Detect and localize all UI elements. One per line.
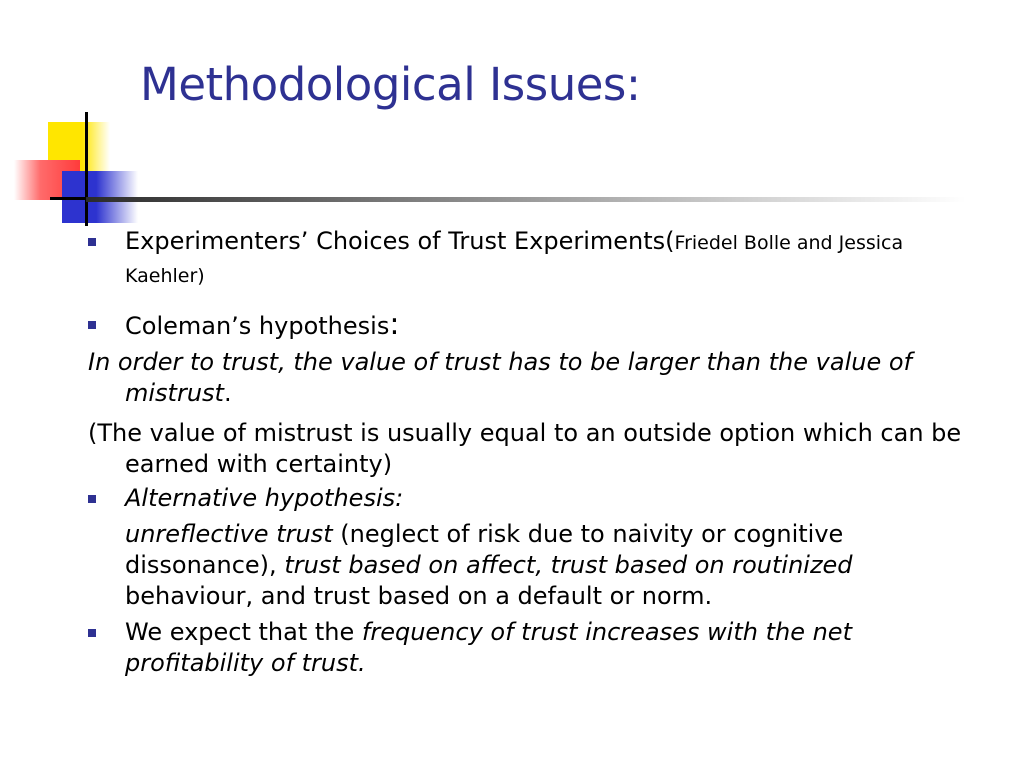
slide-logo [0, 0, 160, 240]
bullet-colemans-hypothesis [88, 309, 968, 342]
neglect-text: (neglect of risk due to naivity or cognitive dissonance), [125, 520, 844, 579]
title-divider [86, 197, 966, 202]
bullet-text: Experimenters’ Choices of Trust Experiments( [125, 227, 675, 255]
bullet-alternative-hypothesis [88, 483, 968, 514]
affect-routinized-text: trust based on affect, trust based on routinized [284, 551, 853, 579]
bullet-marker [88, 238, 96, 246]
bullet-text: Coleman’s hypothesis [125, 312, 390, 340]
bullet-citation: Friedel Bolle and Jessica Kaehler) [125, 232, 904, 287]
unreflective-trust: unreflective trust [125, 520, 333, 548]
bullet-marker [88, 629, 96, 637]
hypothesis-statement [88, 347, 968, 409]
alternative-details [88, 519, 968, 612]
mistrust-note: (The value of mistrust is usually equal to an outside option which can be earned with certainty) [88, 419, 962, 478]
statement-text: In order to trust, the value of trust has to be larger than the value of mistrust [88, 348, 912, 407]
bullet-text: Alternative hypothesis: [125, 484, 404, 512]
bullet-colon: : [389, 307, 400, 342]
bullet-experimenters-choices [88, 226, 968, 292]
bullet-marker [88, 495, 96, 503]
statement-period: . [223, 379, 232, 407]
behaviour-text: behaviour, and trust based on a default or norm. [125, 582, 713, 610]
slide-body [88, 226, 968, 679]
bullet-marker [88, 321, 96, 329]
bullet-italic-text: frequency of trust increases with the net profitability of trust. [125, 618, 852, 677]
bullet-we-expect [88, 617, 968, 679]
slide-title: Methodological Issues: [140, 58, 641, 111]
bullet-text: We expect that the [125, 618, 362, 646]
logo-vertical-line [85, 112, 88, 226]
